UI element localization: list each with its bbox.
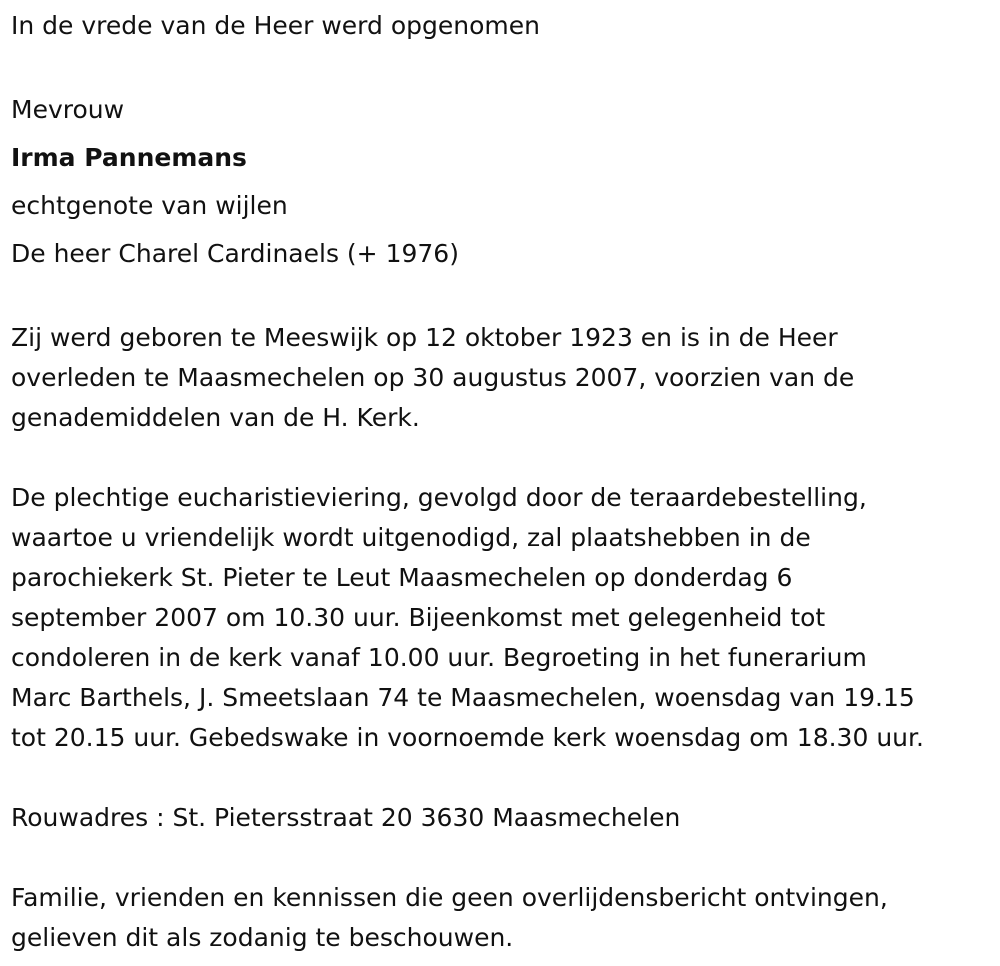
mourning-address: Rouwadres : St. Pietersstraat 20 3630 Maasmechelen: [11, 803, 681, 832]
paragraph-line: Zij werd geboren te Meeswijk op 12 oktober 1923 en is in de Heer: [11, 323, 838, 352]
paragraph-line: september 2007 om 10.30 uur. Bijeenkomst met gelegenheid tot: [11, 603, 826, 632]
paragraph-line: genademiddelen van de H. Kerk.: [11, 403, 420, 432]
paragraph-line: De plechtige eucharistieviering, gevolgd door de teraardebestelling,: [11, 483, 867, 512]
paragraph-line: parochiekerk St. Pieter te Leut Maasmechelen op donderdag 6: [11, 563, 793, 592]
person-block: [11, 86, 986, 278]
intro-text: In de vrede van de Heer werd opgenomen: [11, 11, 540, 40]
spouse-name: De heer Charel Cardinaels (+ 1976): [11, 239, 459, 268]
person-name: Irma Pannemans: [11, 143, 247, 172]
paragraph-line: waartoe u vriendelijk wordt uitgenodigd, zal plaatshebben in de: [11, 523, 811, 552]
paragraph-line: overleden te Maasmechelen op 30 augustus 2007, voorzien van de: [11, 363, 855, 392]
paragraph-line: tot 20.15 uur. Gebedswake in voornoemde kerk woensdag om 18.30 uur.: [11, 723, 924, 752]
ceremony-paragraph: [11, 478, 986, 758]
paragraph-line: gelieven dit als zodanig te beschouwen.: [11, 923, 514, 952]
paragraph-line: Marc Barthels, J. Smeetslaan 74 te Maasmechelen, woensdag van 19.15: [11, 683, 915, 712]
closing-paragraph: [11, 878, 986, 958]
obituary-notice: [11, 6, 986, 958]
paragraph-line: Familie, vrienden en kennissen die geen overlijdensbericht ontvingen,: [11, 883, 888, 912]
person-relation: echtgenote van wijlen: [11, 191, 288, 220]
person-title: Mevrouw: [11, 95, 125, 124]
address-paragraph: [11, 798, 986, 838]
birth-death-paragraph: [11, 318, 986, 438]
paragraph-line: condoleren in de kerk vanaf 10.00 uur. Begroeting in het funerarium: [11, 643, 867, 672]
